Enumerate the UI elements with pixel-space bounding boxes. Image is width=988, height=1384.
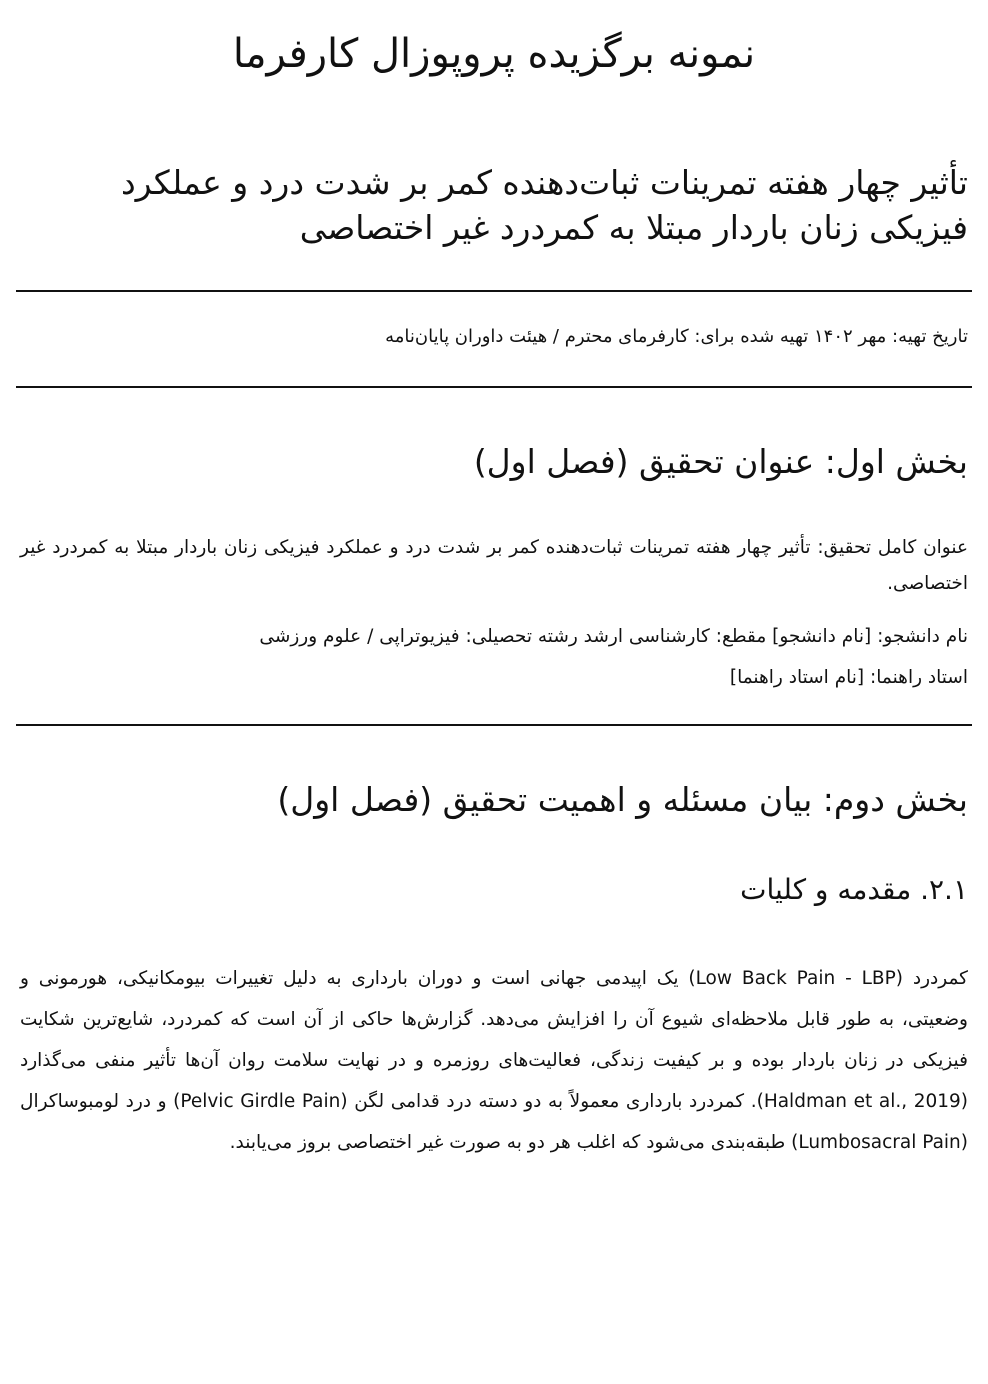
preparation-meta: تاریخ تهیه: مهر ۱۴۰۲ تهیه شده برای: کارفرمای محترم / هیئت داوران پایان‌نامه — [385, 326, 968, 347]
student-line: نام دانشجو: [نام دانشجو] مقطع: کارشناسی ارشد رشته تحصیلی: فیزیوتراپی / علوم ورزشی — [259, 626, 968, 647]
research-title: تأثیر چهار هفته تمرینات ثبات‌دهنده کمر بر شدت درد و عملکرد فیزیکی زنان باردار مبتلا به کمردرد غیر اختصاصی — [120, 163, 968, 247]
advisor-line: استاد راهنما: [نام استاد راهنما] — [729, 667, 968, 688]
introduction-paragraph: کمردرد (Low Back Pain - LBP) یک اپیدمی جهانی است و دوران بارداری به دلیل تغییرات بیومکانیکی، هورمونی و وضعیتی، به طور قابل ملاحظه‌ای شیوع آن را افزایش می‌دهد. گزارش‌ها حاکی از آن است که کمردرد، شایع‌ترین شکایت فیزیکی در زنان باردار بوده و بر کیفیت زندگی، فعالیت‌های روزمره و در نهایت سلامت روان آن‌ها تأثیر منفی می‌گذارد (Haldman et al., 2019). کمردرد بارداری معمولاً به دو دسته درد قدامی لگن (Pelvic Girdle Pain) و درد لومبوساکرال (Lumbosacral Pain) طبقه‌بندی می‌شود که اغلب هر دو به صورت غیر اختصاصی بروز می‌یابند. — [20, 968, 968, 1153]
student-info — [16, 616, 972, 698]
divider — [16, 724, 972, 726]
subsection-2-1-heading: ۲.۱. مقدمه و کلیات — [740, 873, 968, 906]
section-1-heading: بخش اول: عنوان تحقیق (فصل اول) — [473, 442, 968, 481]
document-header-title: نمونه برگزیده پروپوزال کارفرما — [232, 31, 756, 77]
divider — [16, 386, 972, 388]
full-research-title: عنوان کامل تحقیق: تأثیر چهار هفته تمرینات ثبات‌دهنده کمر بر شدت درد و عملکرد فیزیکی زنان باردار مبتلا به کمردرد غیر اختصاصی. — [20, 537, 968, 594]
section-2-heading: بخش دوم: بیان مسئله و اهمیت تحقیق (فصل اول) — [277, 780, 968, 819]
